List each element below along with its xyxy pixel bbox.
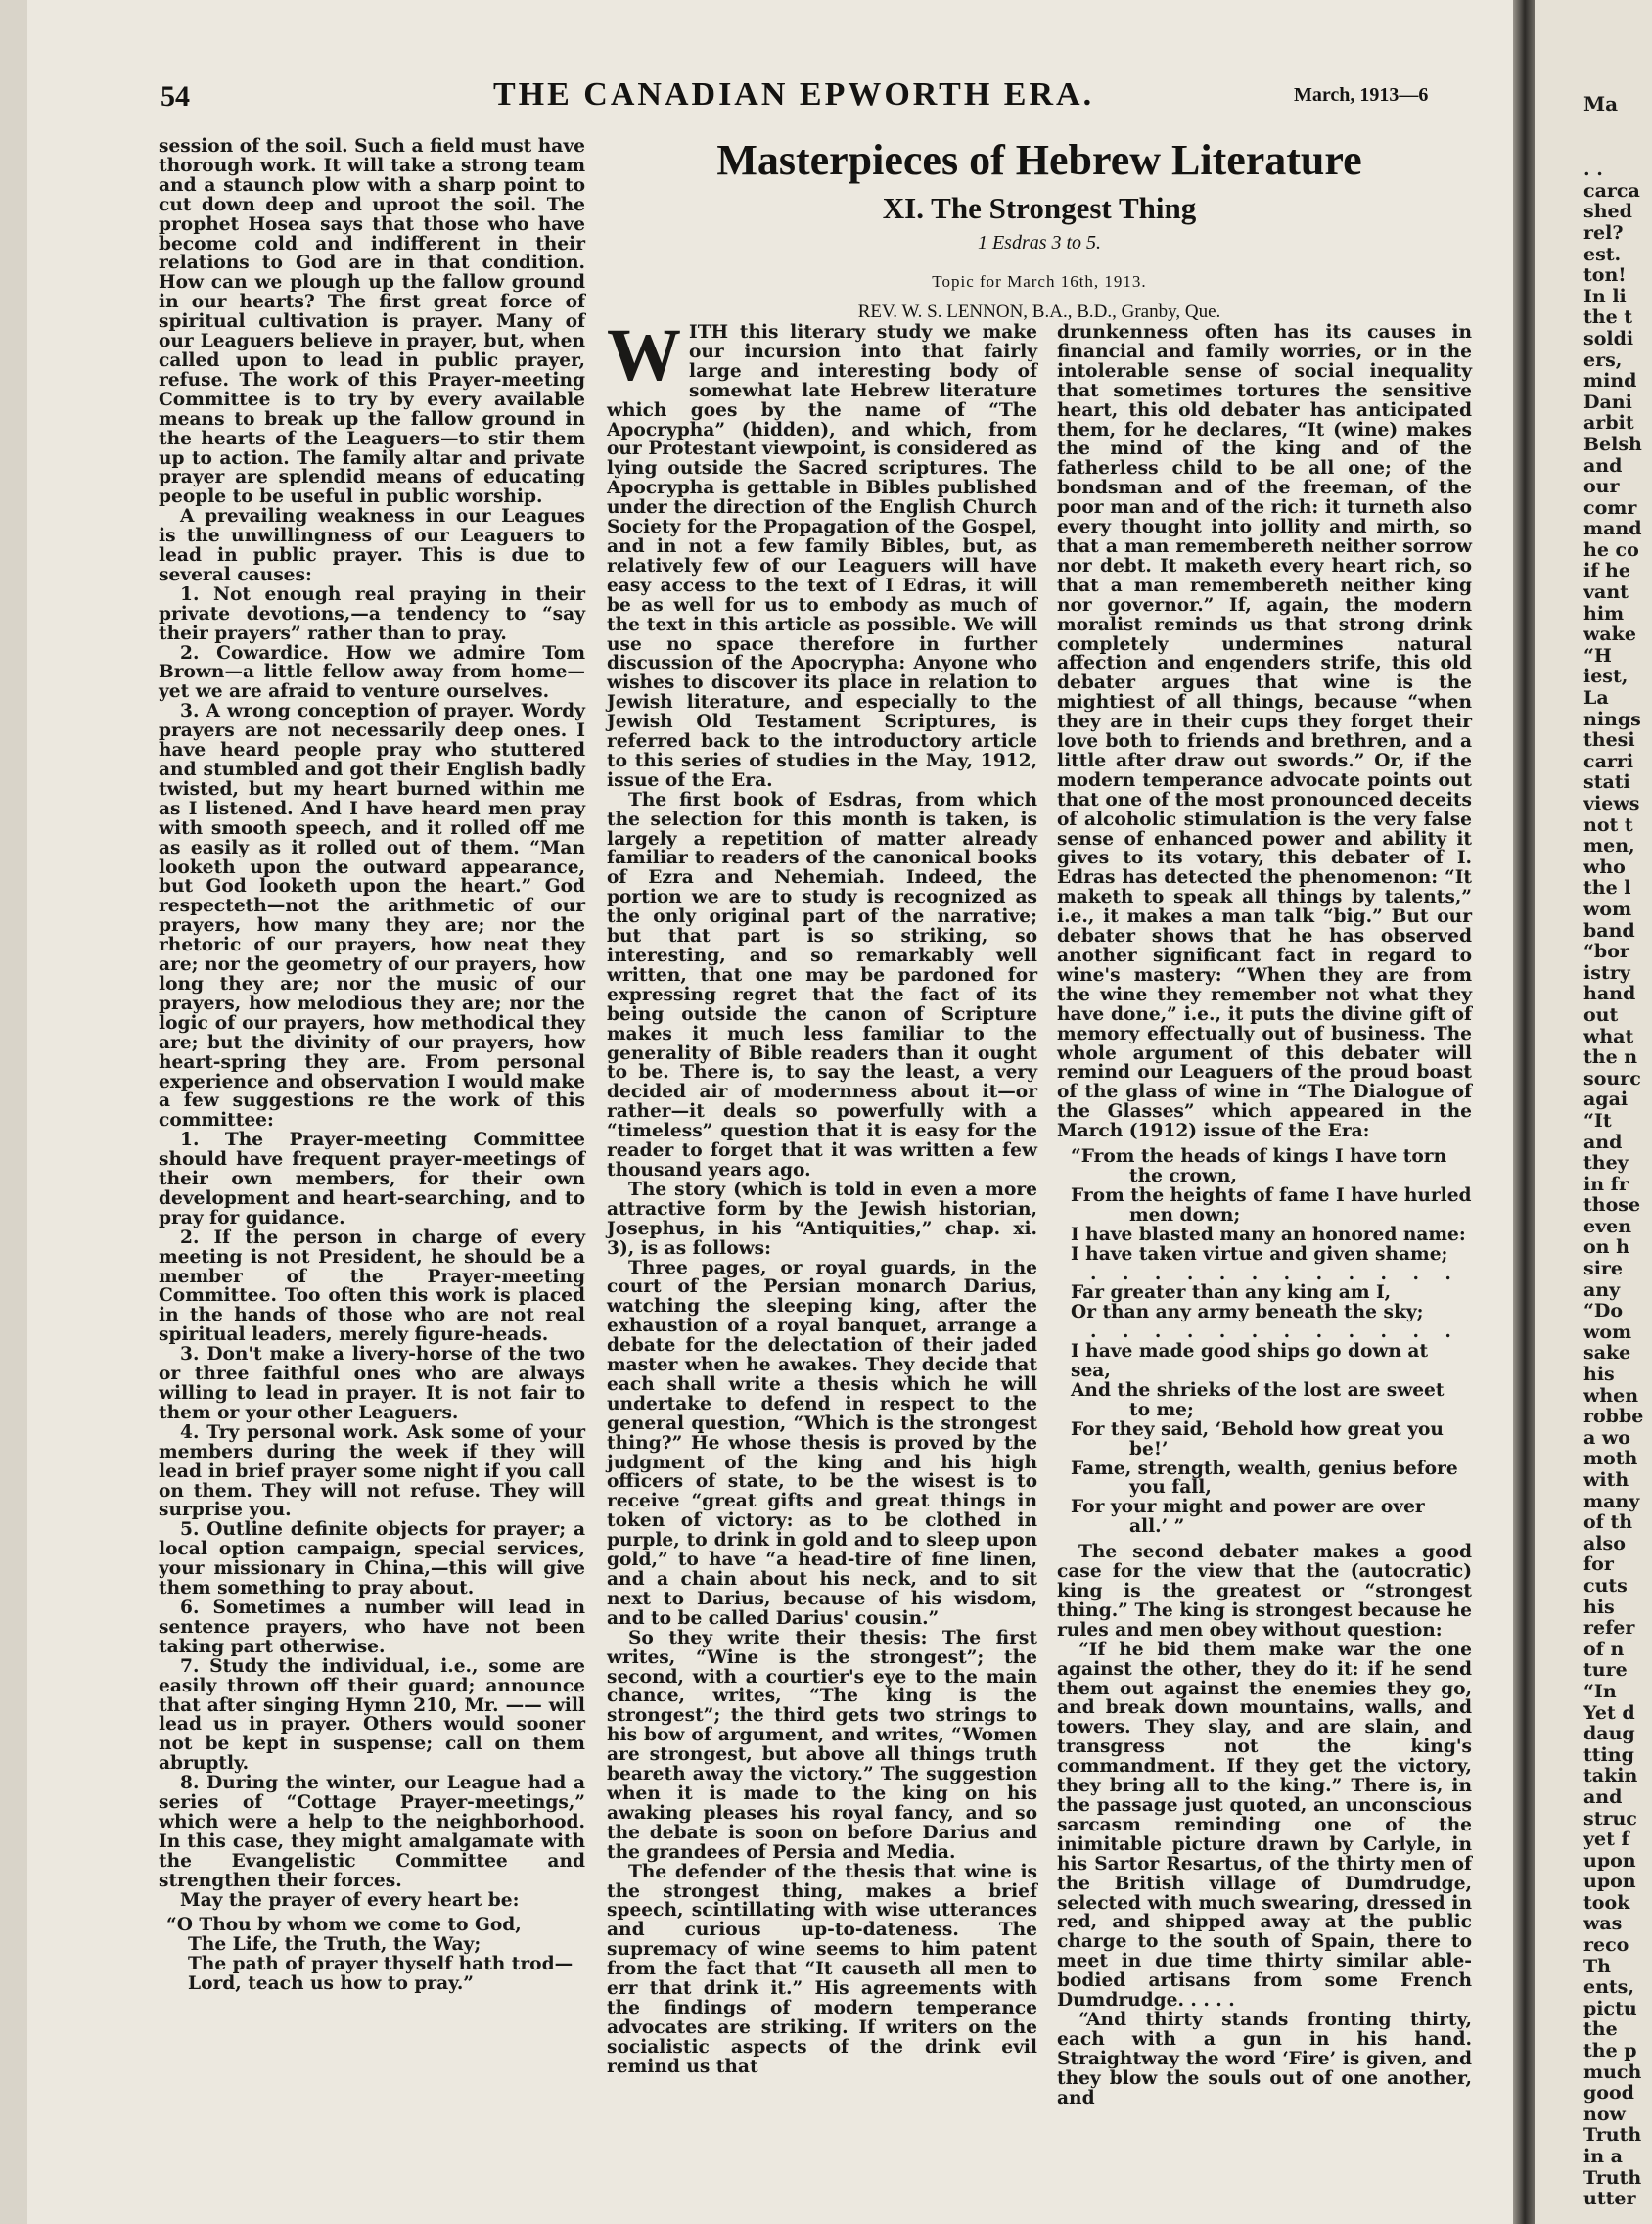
fragment-line: what [1583, 1025, 1634, 1047]
fragment-line: he co [1583, 538, 1639, 561]
poem-line: all.’ ” [1129, 1516, 1185, 1538]
paragraph: The second debater makes a good case for the view that the (autocratic) king is the greatest or “strongest thing.” The king is strongest because he rules and men obey without question: [1057, 1542, 1472, 1641]
fragment-line: sire [1583, 1258, 1624, 1280]
paragraph: 7. Study the individual, i.e., some are easily thrown off their guard; announce that after singing Hymn 210, Mr. —— will lead us in prayer. Others would sooner not be kept in suspense; call on them abruptly. [159, 1655, 585, 1775]
fragment-line: of n [1583, 1638, 1625, 1660]
poem-line: From the heights of fame I have hurled [1071, 1184, 1472, 1206]
fragment-line: was [1583, 1913, 1623, 1935]
fragment-line: men, [1583, 835, 1635, 857]
paragraph: session of the soil. Such a field must have thorough work. It will take a strong team and a staunch plow with a sharp point to cut down deep and uproot the soil. The prophet Hosea says that those who have become cold and indifferent in their relations to God are in that condition. How can we plough up the fallow ground in our hearts? The first great force of spiritual cultivation is prayer. Many of our Leaguers believe in prayer, but, when called upon to lead in public prayer, refuse. The work of this Prayer-meeting Committee is to try by every available means to break up the fallow ground in the hearts of the Leaguers—to stir them up to action. The family altar and private prayer are splendid means of educating people to be useful in public worship. [159, 136, 585, 508]
adjacent-page-fragment [1535, 0, 1652, 2224]
fragment-line: stati [1583, 771, 1630, 794]
poem-line: be!’ [1129, 1438, 1169, 1460]
fragment-line: yet f [1583, 1829, 1629, 1851]
page-header [27, 76, 1513, 116]
fragment-line: rel? [1583, 221, 1624, 244]
fragment-line: in a [1583, 2146, 1623, 2167]
verse-line: The Life, the Truth, the Way; [188, 1934, 482, 1956]
fragment-line: who [1583, 856, 1626, 878]
poem-line: Fame, strength, wealth, genius before [1071, 1458, 1458, 1479]
fragment-line: vant [1583, 581, 1629, 604]
paragraph: Three pages, or royal guards, in the court of the Persian monarch Darius, watching the sleeping king, after the exhaustion of a royal banquet, arrange a debate for the delectation of their jaded master when he awakes. They decide that each shall write a thesis which he will undertake to defend in respect to the general question, “Which is the strongest thing?” He whose thesis is proved by the judgment of the king and his high officers of state, to be the wisest is to receive “great gifts and great things in token of victory: as to be clothed in purple, to drink in gold and to sleep upon gold,” to have “a head-tire of fine linen, and a chain about his neck, and to sit next to Darius, because of his wisdom, and to be called Darius' cousin.” [607, 1257, 1037, 1629]
fragment-line: arbit [1583, 412, 1634, 435]
fragment-line: and [1583, 1785, 1623, 1808]
fragment-line: hand [1583, 983, 1636, 1005]
fragment-line: ers, [1583, 348, 1623, 371]
paragraph: 2. If the person in charge of every meeting is not President, he should be a member of the Prayer-meeting Committee. Too often this work is placed in the hands of those who are not real spiritual leaders, merely figure-heads. [159, 1227, 585, 1346]
drop-cap: W [607, 314, 681, 396]
paragraph: The defender of the thesis that wine is the strongest thing, makes a brief speech, scintillating with wise utterances and curious up-to-dateness. The supremacy of wine seems to him patent from the fact that “It causeth all men to err that drink it.” His agreements with the findings of modern temperance advocates are striking. If writers on the socialistic aspects of the drink evil remind us that [607, 1861, 1037, 2077]
fragment-line: and [1583, 1131, 1623, 1153]
poem-line: . . . . . . . . . . . . [1090, 1321, 1461, 1343]
article-column-2-paragraphs-a [1057, 323, 1472, 1141]
fragment-line: now [1583, 2103, 1626, 2125]
fragment-line: . . [1583, 159, 1603, 181]
verse-line: Lord, teach us how to pray.” [188, 1973, 475, 1995]
poem-line: Or than any army beneath the sky; [1071, 1302, 1424, 1323]
fragment-line: the [1583, 2018, 1618, 2041]
dialogue-of-glasses-poem [1057, 1147, 1472, 1537]
verse-line: The path of prayer thyself hath trod— [188, 1954, 574, 1975]
paragraph: “And thirty stands fronting thirty, each with a gun in his hand. Straightway the word ‘Fire’ is given, and they blow the souls out of one another, and [1057, 2009, 1472, 2108]
paragraph: 3. A wrong conception of prayer. Wordy prayers are not necessarily deep ones. I have heard people pray who stuttered and stumbled and got their English badly twisted, but my heart burned within me as I listened. And I have heard men pray with smooth speech, and it rolled off me as easily as it rolled out of them. “Man looketh upon the outward appearance, but God looketh upon the heart.” God respecteth—not the arithmetic of our prayers, how many they are; nor the rhetoric of our prayers, how neat they are; nor the geometry of our prayers, how long they are; nor the music of our prayers, how melodious they are; nor the logic of our prayers, how methodical they are; but the divinity of our prayers, how heart-spring they are. From personal experience and observation I would make a few suggestions re the work of this committee: [159, 701, 585, 1132]
fragment-line: agai [1583, 1089, 1629, 1111]
poem-line: I have taken virtue and given shame; [1071, 1243, 1448, 1265]
fragment-line: sake [1583, 1342, 1631, 1365]
paragraph: “If he bid them make war the one against the other, they do it: if he send them out against the enemies they go, and break down mountains, walls, and towers. They slay, and are slain, and transgress not the king's commandment. If they get the victory, they bring all to the king.” There is, in the passage just quoted, an unconscious sarcasm reminding one of the inimitable picture drawn by Carlyle, in his Sartor Resartus, of the thirty men of the British village of Dumdrudge, selected with much swearing, dressed in red, and shipped away at the public charge to the south of Spain, there to meet in due time thirty similar able-bodied artisans from some French Dumdrudge. . . . . [1057, 1639, 1472, 2012]
fragment-line: carri [1583, 750, 1634, 772]
masthead: THE CANADIAN EPWORTH ERA. [493, 76, 1095, 113]
paragraph: 1. Not enough real praying in their private devotions,—a tendency to “say their prayers” rather than to pray. [159, 583, 585, 644]
fragment-line: shed [1583, 201, 1632, 223]
fragment-line: Th [1583, 1955, 1611, 1977]
article-column-1 [607, 314, 1037, 2077]
fragment-line: the p [1583, 2040, 1637, 2062]
fragment-line: many [1583, 1490, 1640, 1512]
prayer-verse [159, 1916, 585, 1994]
fragment-line: In li [1583, 285, 1627, 307]
verse-line: “O Thou by whom we come to God, [166, 1915, 522, 1936]
fragment-line: if he [1583, 560, 1630, 582]
page-number: 54 [161, 80, 190, 113]
fragment-line: even [1583, 1215, 1632, 1237]
article-column-2 [1057, 323, 1472, 2108]
fragment-line: reco [1583, 1934, 1629, 1957]
fragment-line: on h [1583, 1236, 1629, 1259]
fragment-line: pictu [1583, 1997, 1637, 2019]
fragment-line: ents, [1583, 1976, 1634, 1999]
paragraph: 3. Don't make a livery-horse of the two or three faithful ones who are always willing to lead in prayer. It is not fair to them or your other Leaguers. [159, 1344, 585, 1423]
fragment-line: La [1583, 687, 1609, 710]
paragraph: ITH this literary study we make our incursion into that fairly large and interesting body of somewhat late Hebrew literature which goes by the name of “The Apocrypha” (hidden), and which, from our Protestant viewpoint, is considered as lying outside the Sacred scriptures. The Apocrypha is gettable in Bibles published under the direction of the English Church Society for the Propagation of the Gospel, and in not a few family Bibles, but, as relatively few of our Leaguers will have easy access to the text of I Edras, it will be as well for us to embody as much of the text in this article as possible. We will use no space therefore in further discussion of the Apocrypha: Anyone who wishes to discover its place in relation to Jewish literature, and especially to the Jewish Old Testament Scriptures, is referred back to the introductory article to this series of studies in the May, 1912, issue of the Era. [607, 322, 1037, 791]
fragment-line: carca [1583, 179, 1640, 202]
poem-line: I have made good ships go down at sea, [1071, 1341, 1429, 1382]
paragraph: 2. Cowardice. How we admire Tom Brown—a little fellow away from home—yet we are afraid to venture ourselves. [159, 642, 585, 703]
left-column-paragraphs [159, 137, 585, 1910]
fragment-line: when [1583, 1384, 1639, 1407]
fragment-line: daug [1583, 1723, 1635, 1745]
paragraph: The story (which is told in even a more attractive form by the Jewish historian, Josephus, in his “Antiquities,” chap. xi. 3), is as follows: [607, 1179, 1037, 1259]
paragraph: A prevailing weakness in our Leagues is the unwillingness of our Leaguers to lead in public prayer. This is due to several causes: [159, 506, 585, 585]
poem-line: I have blasted many an honored name: [1071, 1224, 1466, 1245]
fragment-line: soldi [1583, 327, 1634, 349]
fragment-line: moth [1583, 1448, 1638, 1470]
fragment-line: wom [1583, 1320, 1632, 1343]
left-column [159, 137, 585, 2000]
fragment-line: the n [1583, 1046, 1638, 1069]
fragment-line: the l [1583, 877, 1631, 900]
fragment-line: of th [1583, 1511, 1633, 1534]
paragraph: 1. The Prayer-meeting Committee should have frequent prayer-meetings of their own members, for their own development and heart-searching, and to pray for guidance. [159, 1130, 585, 1228]
paragraph: 8. During the winter, our League had a series of “Cottage Prayer-meetings,” which were a help to the neighborhood. In this case, they might amalgamate with the Evangelistic Committee and strengthen their forces. [159, 1773, 585, 1891]
fragment-line: “H [1583, 644, 1612, 667]
fragment-line: for [1583, 1553, 1614, 1576]
poem-line: For your might and power are over [1071, 1497, 1425, 1518]
fragment-line: views [1583, 793, 1640, 814]
poem-line: to me; [1129, 1399, 1194, 1420]
poem-line: men down; [1129, 1204, 1241, 1226]
fragment-line: ton! [1583, 264, 1627, 287]
fragment-line: mind [1583, 370, 1637, 393]
fragment-line: “Do [1583, 1300, 1624, 1322]
fragment-line: comr [1583, 496, 1637, 519]
fragment-line: and [1583, 454, 1623, 477]
fragment-line: takin [1583, 1765, 1638, 1787]
fragment-line: Ma [1583, 92, 1619, 116]
fragment-line: not t [1583, 813, 1633, 836]
fragment-line: “In [1583, 1680, 1617, 1702]
fragment-line: Belsh [1583, 433, 1642, 455]
fragment-line: those [1583, 1194, 1641, 1217]
fragment-line: iest, [1583, 666, 1629, 688]
fragment-line: “It [1583, 1109, 1612, 1132]
poem-line: the crown, [1129, 1165, 1237, 1186]
scripture-reference: 1 Esdras 3 to 5. [977, 232, 1102, 254]
poem-line: For they said, ‘Behold how great you [1071, 1418, 1444, 1440]
paragraph: drunkenness often has its causes in financial and family worries, or in the intolerable sense of social inequality that sometimes tortures the sensitive heart, this old debater has anticipated them, for he declares, “It (wine) makes the mind of the king and of the fatherless child to be all one; of the bondsman and of the freeman, of the poor man and of the rich: it turneth also every thought into jollity and mirth, so that a man remembereth neither sorrow nor debt. It maketh every heart rich, so that a man remembereth neither king nor governor.” If, again, the modern moralist reminds us that strong drink completely undermines natural affection and engenders strife, this old debater argues that wine is the mightiest of all things, because “when they are in their cups they forget their love both to friends and brethren, and a little after draw out swords.” Or, if the modern temperance advocate points out that one of the most pronounced deceits of alcoholic stimulation is the very false sense of enhanced power and ability it gives to its votary, this debater of I. Edras has detected the phenomenon: “It maketh to speak all things by talents,” i.e., it makes a man talk “big.” But our debater shows that he has observed another significant fact in regard to wine's mastery: “When they are from the wine they remember not what they have done,” i.e., it puts the divine gift of memory effectually out of business. The whole argument of this debater will remind our Leaguers of the proud boast of the glass of wine in “The Dialogue of the Glasses” which appeared in the March (1912) issue of the Era: [1057, 322, 1472, 1142]
fragment-line: upon [1583, 1871, 1636, 1893]
adjacent-page-text [1535, 0, 1652, 2210]
fragment-line: much [1583, 2061, 1642, 2083]
fragment-line: tting [1583, 1743, 1634, 1766]
paragraph: May the prayer of every heart be: [180, 1889, 520, 1911]
fragment-line [1535, 139, 1652, 161]
fragment-line: with [1583, 1469, 1629, 1491]
fragment-line: the t [1583, 306, 1633, 329]
fragment-line: ture [1583, 1659, 1628, 1682]
fragment-line: a wo [1583, 1426, 1630, 1449]
topic-date: Topic for March 16th, 1913. [932, 272, 1147, 291]
fragment-line: struc [1583, 1807, 1637, 1830]
fragment-line: est. [1583, 243, 1622, 265]
fragment-line: good [1583, 2082, 1634, 2105]
fragment-line: him [1583, 602, 1625, 625]
fragment-line: his [1583, 1364, 1615, 1386]
fragment-line: mand [1583, 518, 1642, 540]
document-page [27, 0, 1513, 2224]
fragment-line: wom [1583, 898, 1632, 920]
fragment-line: Truth [1583, 2166, 1642, 2189]
fragment-line: they [1583, 1152, 1629, 1175]
paragraph: The first book of Esdras, from which the selection for this month is taken, is largely a repetition of matter already familiar to readers of the canonical books of Ezra and Nehemiah. Indeed, the portion we are to study is recognized as the only original part of the narrative; but that part is so striking, so interesting, and so remarkably well written, that one may be pardoned for expressing regret that the fact of its being outside the canon of Scripture makes it much less familiar to the generality of Bible readers than it ought to be. There is, to say the least, a very decided air of modernness about it—or rather—it deals so powerfully with a “timeless” question that it is easy for the reader to forget that it was written a few thousand years ago. [607, 789, 1037, 1181]
article-column-2-paragraphs-b [1057, 1543, 1472, 2108]
fragment-line: Dani [1583, 391, 1632, 413]
paragraph: 4. Try personal work. Ask some of your members during the week if they will lead in brief prayer some night if you call on them. They will not refuse. They will surprise you. [159, 1421, 585, 1521]
fragment-line: istry [1583, 961, 1630, 984]
book-spine [1513, 0, 1535, 2224]
fragment-line: sourc [1583, 1067, 1641, 1089]
article-author: REV. W. S. LENNON, B.A., B.D., Granby, Que. [857, 301, 1221, 322]
article-title: Masterpieces of Hebrew Literature [716, 136, 1362, 184]
paragraph: 5. Outline definite objects for prayer; a local option campaign, special services, your missionary in China,—this will give them something to pray about. [159, 1519, 585, 1599]
paragraph: So they write their thesis: The first writes, “Wine is the strongest”; the second, with a courtier's eye to the main chance, writes, “The king is the strongest”; the third gets two strings to his bow of argument, and writes, “Women are strongest, but above all things truth beareth away the victory.” The suggestion when it is made to the king on his awaking pleases his royal fancy, and so the debate is soon on before Darius and the grandees of Persia and Media. [607, 1627, 1037, 1863]
fragment-line: any [1583, 1278, 1621, 1301]
article-heading [607, 135, 1472, 323]
fragment-line: our [1583, 476, 1620, 498]
poem-line: you fall, [1129, 1477, 1212, 1499]
fragment-line: robbe [1583, 1406, 1644, 1428]
poem-line: And the shrieks of the lost are sweet [1071, 1379, 1445, 1401]
fragment-line: thesi [1583, 729, 1635, 752]
paragraph: 6. Sometimes a number will lead in sentence prayers, who have not been taking part otherwise. [159, 1597, 585, 1657]
poem-line: “From the heads of kings I have torn [1071, 1146, 1447, 1168]
fragment-line: out [1583, 1003, 1619, 1026]
fragment-line: Truth [1583, 2124, 1642, 2147]
fragment-line: cuts [1583, 1574, 1628, 1597]
fragment-line: also [1583, 1532, 1626, 1554]
fragment-line: Yet d [1583, 1701, 1635, 1724]
poem-line: Far greater than any king am I, [1071, 1282, 1392, 1304]
fragment-line: band [1583, 919, 1635, 942]
article-column-1-paragraphs [607, 314, 1037, 2077]
fragment-line: upon [1583, 1849, 1636, 1872]
fragment-line: refer [1583, 1617, 1635, 1640]
fragment-line: nings [1583, 708, 1641, 730]
fragment-line: his [1583, 1596, 1615, 1618]
fragment-line: wake [1583, 624, 1636, 646]
fragment-line: utter [1583, 2188, 1636, 2210]
poem-line: . . . . . . . . . . . . [1090, 1263, 1461, 1284]
fragment-line: in fr [1583, 1173, 1629, 1195]
issue-date: March, 1913—6 [1294, 84, 1429, 106]
fragment-line: “bor [1583, 941, 1629, 963]
article-subtitle: XI. The Strongest Thing [882, 191, 1197, 225]
fragment-line: took [1583, 1891, 1630, 1914]
